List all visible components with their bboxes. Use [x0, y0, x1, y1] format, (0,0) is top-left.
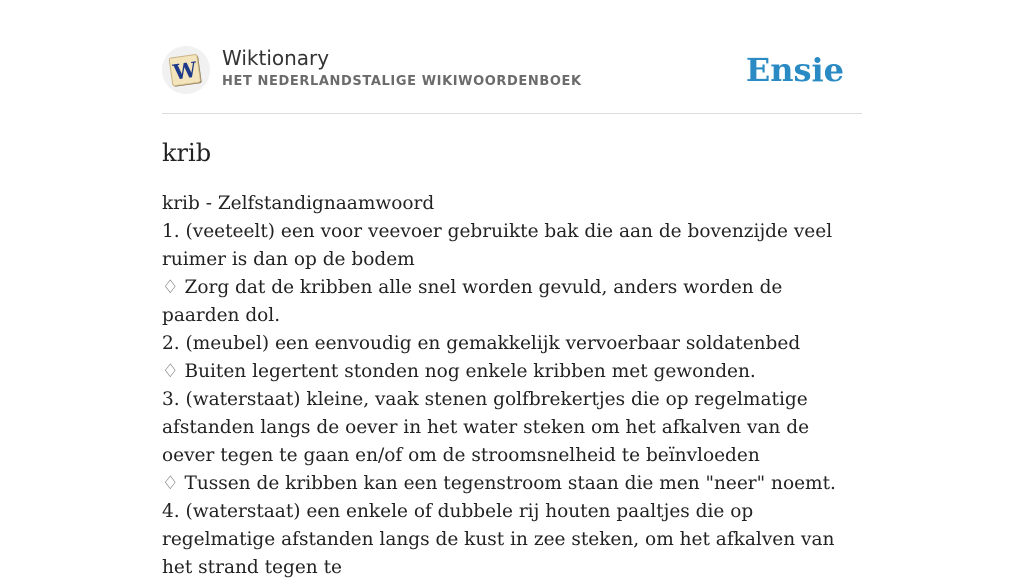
- entry-heading: krib - Zelfstandignaamwoord: [162, 193, 435, 214]
- example-text: Zorg dat de kribben alle snel worden gevuld, anders worden de paarden dol.: [162, 277, 783, 326]
- example-1: [162, 274, 862, 330]
- logo-letter: W: [171, 56, 199, 85]
- definition-1: 1. (veeteelt) een voor veevoer gebruikte bak die aan de bovenzijde veel ruimer is dan op de bodem: [162, 221, 833, 270]
- definition-3: 3. (waterstaat) kleine, vaak stenen golfbrekertjes die op regelmatige afstanden langs de oever in het water steken om het afkalven van de oever tegen te gaan en/of om de stroomsnelheid te beïnvloeden: [162, 389, 810, 466]
- wiktionary-w-tile-icon: [162, 46, 210, 94]
- site-name[interactable]: Wiktionary: [222, 46, 330, 70]
- definition-4: 4. (waterstaat) een enkele of dubbele rij houten paaltjes die op regelmatige afstanden langs de kust in zee steken, om het afkalven van het strand tegen te: [162, 501, 835, 578]
- ensie-brand-logo[interactable]: Ensie: [745, 51, 844, 89]
- example-3: [162, 470, 862, 498]
- wiktionary-logo-icon[interactable]: [162, 46, 210, 94]
- example-diamond-icon: ♢: [162, 473, 179, 494]
- definition-body: [162, 190, 862, 582]
- page-title: krib: [162, 139, 212, 167]
- example-text: Buiten legertent stonden nog enkele kribben met gewonden.: [184, 361, 756, 382]
- header-divider: [162, 113, 862, 114]
- definition-2: 2. (meubel) een eenvoudig en gemakkelijk vervoerbaar soldatenbed: [162, 333, 801, 354]
- example-diamond-icon: ♢: [162, 361, 179, 382]
- example-2: [162, 358, 862, 386]
- site-header: [162, 44, 862, 100]
- site-tagline: HET NEDERLANDSTALIGE WIKIWOORDENBOEK: [222, 74, 582, 89]
- example-text: Tussen de kribben kan een tegenstroom staan die men "neer" noemt.: [184, 473, 836, 494]
- example-diamond-icon: ♢: [162, 277, 179, 298]
